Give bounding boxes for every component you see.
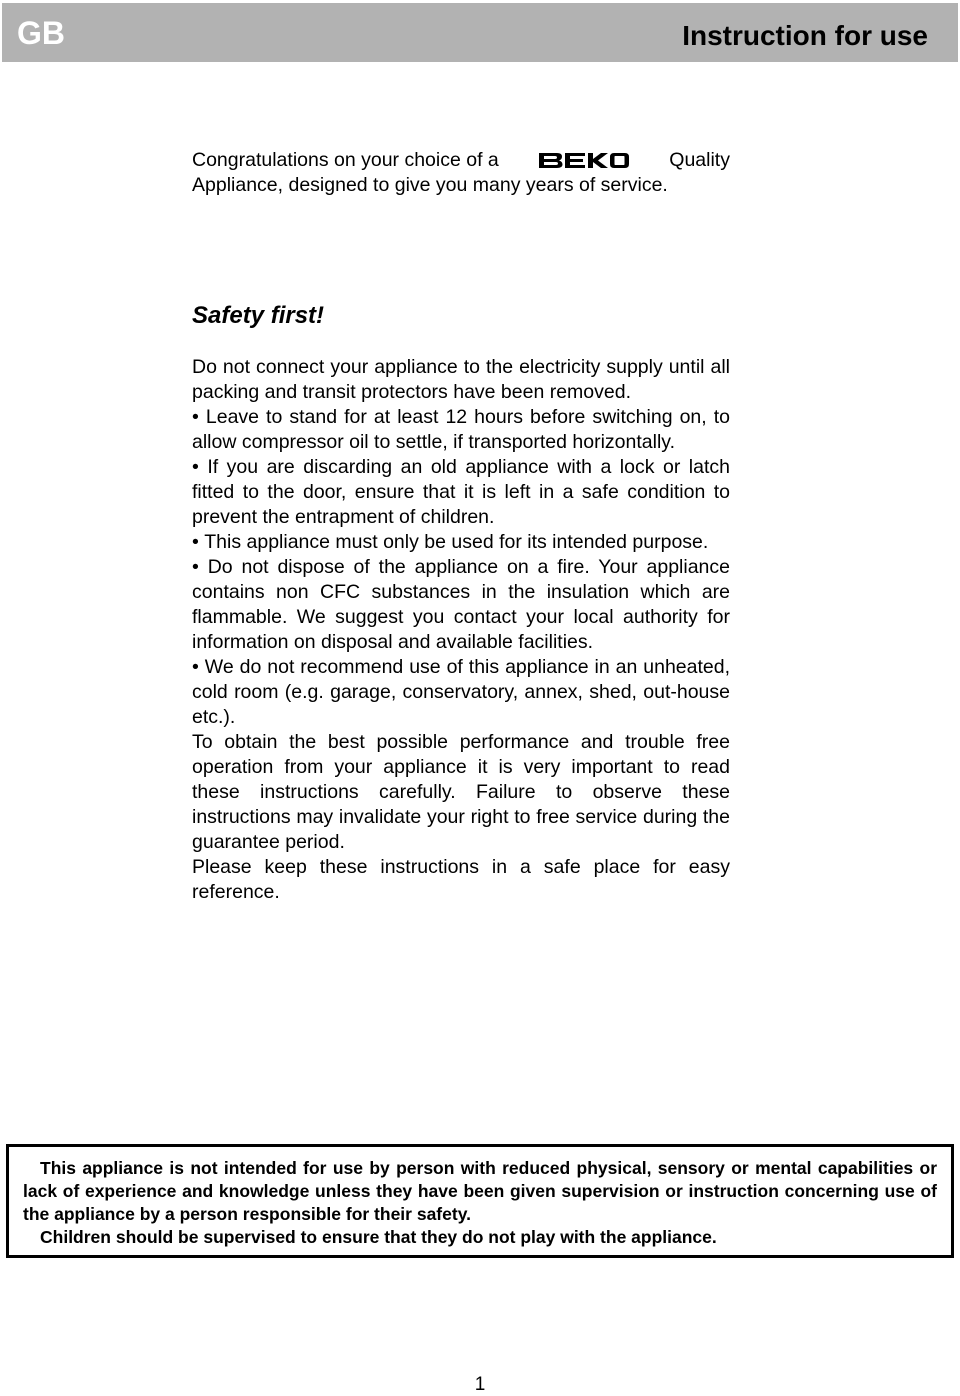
safety-heading: Safety first! — [192, 302, 325, 329]
main-content — [192, 148, 730, 905]
language-code: GB — [17, 15, 65, 51]
intro-text — [192, 148, 730, 198]
intro-line-1 — [192, 148, 730, 173]
safety-bullet: • If you are discarding an old appliance with a lock or latch fitted to the door, ensure that it is left in a safe condition to prevent the entrapment of children. — [192, 455, 730, 530]
intro-line-2: Appliance, designed to give you many years of service. — [192, 174, 668, 196]
safety-bullet: • This appliance must only be used for its intended purpose. — [192, 530, 730, 555]
safety-paragraph: To obtain the best possible performance and trouble free operation from your appliance it is very important to read these instructions carefully. Failure to observe these instructions may invalidate your right to free service during the guarantee period. — [192, 731, 730, 853]
page-number: 1 — [474, 1374, 486, 1395]
notice-text-1: This appliance is not intended for use by person with reduced physical, sensory or mental capabilities or lack of experience and knowledge unless they have been given supervision or instruction concerning use of the appliance by a person responsible for their safety. — [23, 1158, 937, 1224]
safety-bullet: • Do not dispose of the appliance on a fire. Your appliance contains non CFC substances in the insulation which are flammable. We suggest you contact your local authority for information on disposal and available facilities. — [192, 555, 730, 655]
beko-logo — [538, 152, 630, 169]
intro-before-logo: Congratulations on your choice of a — [192, 149, 499, 171]
safety-bullet: • Leave to stand for at least 12 hours before switching on, to allow compressor oil to settle, if transported horizontally. — [192, 405, 730, 455]
safety-bullet: • We do not recommend use of this appliance in an unheated, cold room (e.g. garage, conservatory, annex, shed, out-house etc.). — [192, 655, 730, 730]
header-title: Instruction for use — [682, 20, 928, 51]
notice-text-2: Children should be supervised to ensure that they do not play with the appliance. — [40, 1227, 717, 1247]
safety-notice-box — [6, 1144, 954, 1258]
intro-after-logo: Quality — [669, 149, 730, 171]
safety-paragraph: Please keep these instructions in a safe place for easy reference. — [192, 856, 730, 903]
safety-paragraph: Do not connect your appliance to the electricity supply until all packing and transit protectors have been removed. — [192, 356, 730, 403]
page-header — [2, 3, 958, 62]
